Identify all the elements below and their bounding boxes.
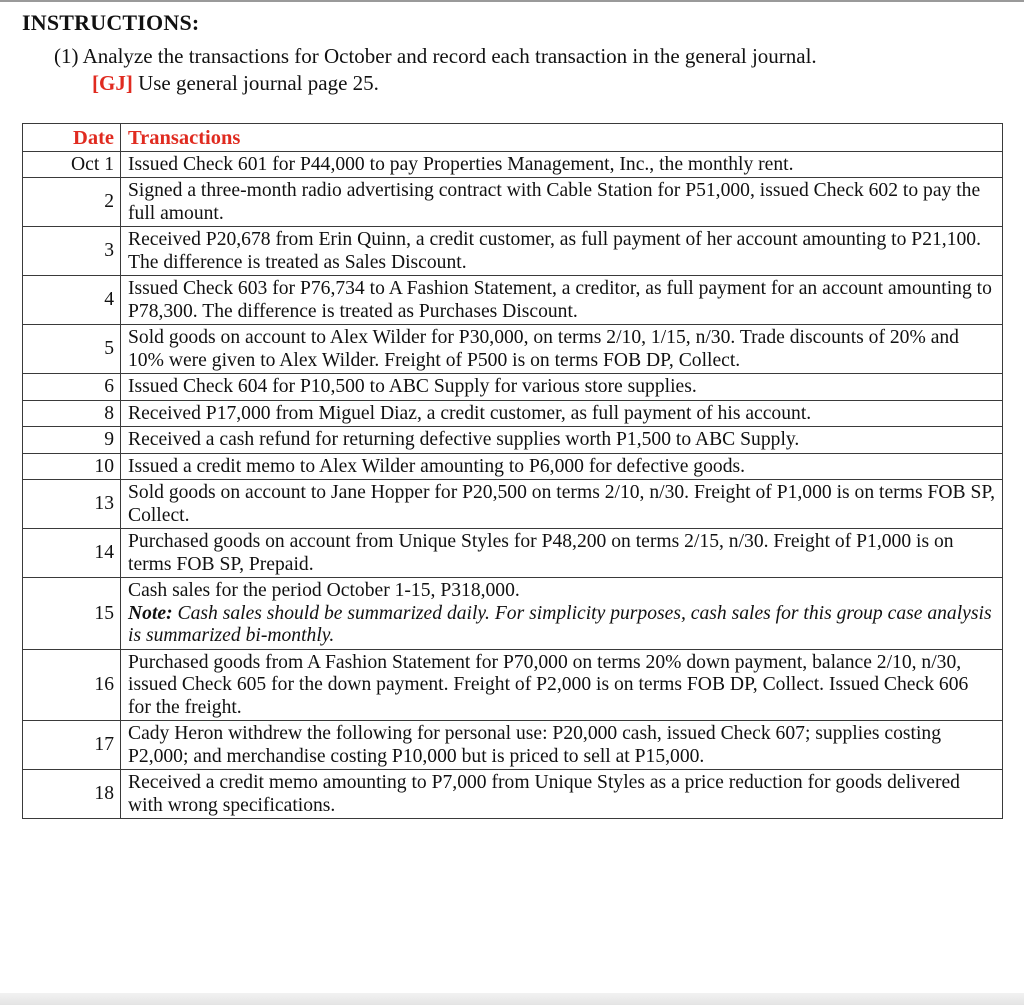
row-date: 14 <box>23 529 121 578</box>
row-date: 2 <box>23 178 121 227</box>
table-row <box>23 325 1003 374</box>
row-transaction: Received P17,000 from Miguel Diaz, a credit customer, as full payment of his account. <box>121 400 1003 427</box>
note-text <box>128 603 992 647</box>
row-transaction: Purchased goods on account from Unique Styles for P48,200 on terms 2/15, n/30. Freight of P1,000 is on terms FOB SP, Prepaid. <box>121 529 1003 578</box>
table-row <box>23 427 1003 454</box>
row-transaction: Received P20,678 from Erin Quinn, a credit customer, as full payment of her account amounting to P21,100. The difference is treated as Sales Discount. <box>121 227 1003 276</box>
row-transaction: Cady Heron withdrew the following for personal use: P20,000 cash, issued Check 607; supplies costing P2,000; and merchandise costing P10,000 but is priced to sell at P15,000. <box>121 721 1003 770</box>
row-transaction <box>121 578 1003 650</box>
note-body: Cash sales should be summarized daily. For simplicity purposes, cash sales for this group case analysis is summarized bi-monthly. <box>128 602 992 646</box>
transactions-table <box>22 123 1003 819</box>
row-date: 17 <box>23 721 121 770</box>
table-row <box>23 453 1003 480</box>
row-date: 16 <box>23 649 121 721</box>
row-date: Oct 1 <box>23 151 121 178</box>
instructions-heading: INSTRUCTIONS: <box>22 10 200 35</box>
table-row <box>23 178 1003 227</box>
table-row <box>23 529 1003 578</box>
row-date: 18 <box>23 770 121 819</box>
table-row <box>23 276 1003 325</box>
instruction-line-2 <box>92 70 379 96</box>
table-row <box>23 770 1003 819</box>
table-row <box>23 400 1003 427</box>
row-transaction: Issued Check 604 for P10,500 to ABC Supply for various store supplies. <box>121 374 1003 401</box>
instruction-line-1: (1) Analyze the transactions for October and record each transaction in the general journal. <box>54 44 817 68</box>
table-row <box>23 374 1003 401</box>
table-row <box>23 227 1003 276</box>
row-date: 10 <box>23 453 121 480</box>
row-date: 6 <box>23 374 121 401</box>
table-row <box>23 578 1003 650</box>
row-date: 3 <box>23 227 121 276</box>
row-transaction: Sold goods on account to Jane Hopper for P20,500 on terms 2/10, n/30. Freight of P1,000 is on terms FOB SP, Collect. <box>121 480 1003 529</box>
row-transaction: Received a cash refund for returning defective supplies worth P1,500 to ABC Supply. <box>121 427 1003 454</box>
row-transaction: Purchased goods from A Fashion Statement for P70,000 on terms 20% down payment, balance 2/10, n/30, issued Check 605 for the down payment. Freight of P2,000 is on terms FOB DP, Collect. Issued Check 606 for the freight. <box>121 649 1003 721</box>
row-date: 13 <box>23 480 121 529</box>
gj-tag: [GJ] <box>92 71 133 95</box>
table-row <box>23 151 1003 178</box>
bottom-shadow <box>0 993 1024 1005</box>
row-transaction: Issued Check 601 for P44,000 to pay Properties Management, Inc., the monthly rent. <box>121 151 1003 178</box>
date-column-header: Date <box>23 124 121 152</box>
row-date: 8 <box>23 400 121 427</box>
row-transaction: Received a credit memo amounting to P7,000 from Unique Styles as a price reduction for goods delivered with wrong specifications. <box>121 770 1003 819</box>
instruction-line-2-text: Use general journal page 25. <box>132 71 379 95</box>
top-border <box>0 0 1024 2</box>
row-transaction: Issued a credit memo to Alex Wilder amounting to P6,000 for defective goods. <box>121 453 1003 480</box>
table-row <box>23 721 1003 770</box>
table-header-row <box>23 124 1003 152</box>
row-date: 4 <box>23 276 121 325</box>
row-transaction: Issued Check 603 for P76,734 to A Fashion Statement, a creditor, as full payment for an account amounting to P78,300. The difference is treated as Purchases Discount. <box>121 276 1003 325</box>
row-transaction-text: Cash sales for the period October 1-15, P318,000. <box>128 580 520 601</box>
table-row <box>23 480 1003 529</box>
row-date: 5 <box>23 325 121 374</box>
table-row <box>23 649 1003 721</box>
row-date: 15 <box>23 578 121 650</box>
transactions-column-header: Transactions <box>121 124 1003 152</box>
note-label: Note: <box>128 602 173 624</box>
row-transaction: Sold goods on account to Alex Wilder for P30,000, on terms 2/10, 1/15, n/30. Trade discounts of 20% and 10% were given to Alex Wilder. Freight of P500 is on terms FOB DP, Collect. <box>121 325 1003 374</box>
row-transaction: Signed a three-month radio advertising contract with Cable Station for P51,000, issued Check 602 to pay the full amount. <box>121 178 1003 227</box>
row-date: 9 <box>23 427 121 454</box>
